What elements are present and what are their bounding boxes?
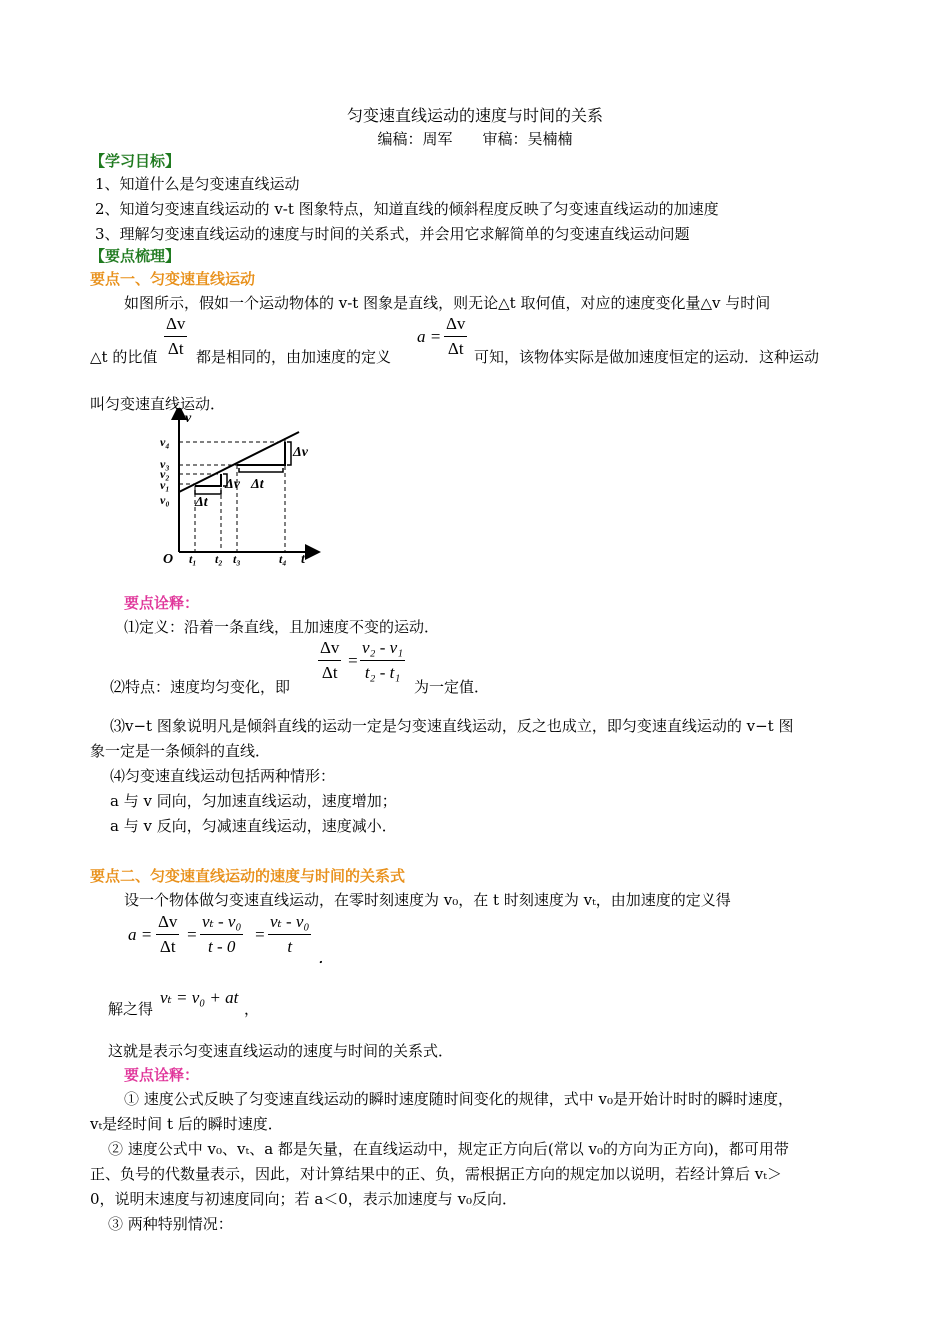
point2-n1-line2: vₜ是经时间 t 后的瞬时速度．	[90, 1115, 283, 1133]
note2-rhs-num: v₂ - v₁	[360, 638, 405, 661]
p2-eq2: =	[254, 925, 266, 944]
p2-eq1: =	[186, 925, 198, 944]
objective-item-1: 1、知道什么是匀变速直线运动	[95, 175, 300, 193]
vt-graph	[155, 408, 325, 568]
delta-v-label-2: Δv	[293, 445, 308, 460]
p2-frac2-den: t - 0	[207, 937, 236, 956]
delta-t-bracket-2	[239, 468, 283, 472]
doc-authors: 编稿：周军 审稿：吴楠楠	[377, 130, 573, 148]
note2-lhs-frac	[318, 638, 341, 683]
point1-note3-line2: 象一定是一条倾斜的直线．	[90, 742, 271, 760]
point1-para-line1: 如图所示，假如一个运动物体的 v-t 图象是直线，则无论△t 取何值，对应的速度变化量△v 与时间	[124, 294, 771, 312]
v4-label: v₄	[160, 435, 170, 449]
p2-frac1-den: Δt	[159, 937, 176, 956]
point2-solve-suffix: ，	[244, 1000, 260, 1018]
point1-note3-line1: ⑶v−t 图象说明凡是倾斜直线的运动一定是匀变速直线运动，反之也成立，即匀变速直线运动的 v−t 图	[110, 717, 794, 735]
accel-def-a: a =	[417, 327, 442, 346]
p2-frac2	[200, 912, 243, 957]
point1-note4a: a 与 v 同向，匀加速直线运动，速度增加；	[110, 792, 397, 810]
point2-notes-heading: 要点诠释：	[124, 1066, 200, 1084]
v0-label: v₀	[160, 493, 170, 507]
note2-eq: =	[347, 651, 359, 670]
point2-n2-line3: 0，说明末速度与初速度同向；若 a＜0，表示加速度与 v₀反向．	[90, 1190, 518, 1208]
point2-n1-line1: ① 速度公式反映了匀变速直线运动的瞬时速度随时间变化的规律，式中 v₀是开始计时时的瞬时速度，	[124, 1090, 794, 1108]
p2-period: ．	[318, 948, 335, 967]
v2-label: v₂	[160, 467, 170, 481]
v1-label: v₁	[160, 478, 170, 492]
point1-para-line3: 叫匀变速直线运动．	[90, 395, 226, 413]
ratio-num: Δv	[164, 314, 187, 337]
t3-label: t₃	[233, 552, 241, 566]
objective-item-3: 3、理解匀变速直线运动的速度与时间的关系式，并会用它求解简单的匀变速直线运动问题	[95, 225, 690, 243]
point1-note2b: 为一定值．	[414, 678, 490, 696]
accel-def-frac	[444, 314, 467, 359]
summary-heading: 【要点梳理】	[90, 247, 181, 265]
point2-n2-line2: 正、负号的代数量表示，因此，对计算结果中的正、负，需根据正方向的规定加以说明，若经计算后 vₜ＞	[90, 1165, 782, 1183]
p2-frac3-den: t	[287, 937, 293, 956]
delta-t-bracket	[195, 490, 221, 494]
v3-label: v₃	[160, 457, 170, 471]
delta-v-bracket-2	[287, 442, 291, 465]
p2-frac1	[156, 912, 179, 957]
delta-t-label-2: Δt	[251, 477, 264, 492]
point2-n3: ③ 两种特别情况：	[108, 1215, 233, 1233]
delta-t-label-1: Δt	[195, 495, 208, 510]
t-axis-label: t	[301, 552, 305, 567]
note2-rhs-den: t₂ - t₁	[364, 663, 401, 682]
objective-item-2: 2、知道匀变速直线运动的 v-t 图象特点，知道直线的倾斜程度反映了匀变速直线运动的加速度	[95, 200, 719, 218]
large-triangle	[237, 442, 285, 465]
accel-def-den: Δt	[447, 339, 464, 358]
delta-v-label-1: Δv	[225, 477, 240, 492]
point2-solve-prefix: 解之得	[108, 1000, 154, 1018]
doc-title: 匀变速直线运动的速度与时间的关系	[346, 106, 603, 125]
small-triangle	[195, 474, 221, 486]
point1-note2a: ⑵特点：速度均匀变化，即	[110, 678, 291, 696]
p2-frac3-num: vₜ - v₀	[268, 912, 311, 935]
v-axis-label: v	[185, 411, 192, 426]
point2-conclusion: 这就是表示匀变速直线运动的速度与时间的关系式．	[108, 1042, 454, 1060]
point1-notes-heading: 要点诠释：	[124, 594, 200, 612]
note2-rhs-frac	[360, 638, 405, 683]
point1-heading: 要点一、匀变速直线运动	[90, 270, 256, 288]
point1-note1: ⑴定义：沿着一条直线，且加速度不变的运动．	[124, 618, 440, 636]
point1-note4: ⑷匀变速直线运动包括两种情形：	[110, 767, 336, 785]
point2-intro: 设一个物体做匀变速直线运动，在零时刻速度为 v₀，在 t 时刻速度为 vₜ，由加速度的定义得	[124, 891, 731, 909]
t2-label: t₂	[215, 552, 223, 566]
point2-heading: 要点二、匀变速直线运动的速度与时间的关系式	[90, 867, 406, 885]
point1-note4b: a 与 v 反向，匀减速直线运动，速度减小．	[110, 817, 397, 835]
t1-label: t₁	[189, 552, 197, 566]
t4-label: t₄	[279, 552, 287, 566]
point2-n2-line1: ② 速度公式中 v₀、vₜ、a 都是矢量，在直线运动中，规定正方向后(常以 v₀的方向为正方向)，都可用带	[108, 1140, 789, 1158]
note2-lhs-num: Δv	[318, 638, 341, 661]
p2-frac2-num: vₜ - v₀	[200, 912, 243, 935]
p2-a-eq: a =	[128, 925, 153, 944]
p2-frac1-num: Δv	[156, 912, 179, 935]
ratio-den: Δt	[167, 339, 184, 358]
point1-para-line2a: △t 的比值	[90, 348, 158, 366]
note2-lhs-den: Δt	[321, 663, 338, 682]
accel-def-num: Δv	[444, 314, 467, 337]
objectives-heading: 【学习目标】	[90, 152, 181, 170]
point1-para-line2c: 可知，该物体实际是做加速度恒定的运动．这种运动	[474, 348, 820, 366]
p2-frac3	[268, 912, 311, 957]
ratio-dv-dt	[164, 314, 187, 359]
velocity-formula: vₜ = v₀ + at	[160, 988, 239, 1007]
origin-label: O	[163, 552, 174, 567]
point1-para-line2b: 都是相同的，由加速度的定义	[196, 348, 392, 366]
